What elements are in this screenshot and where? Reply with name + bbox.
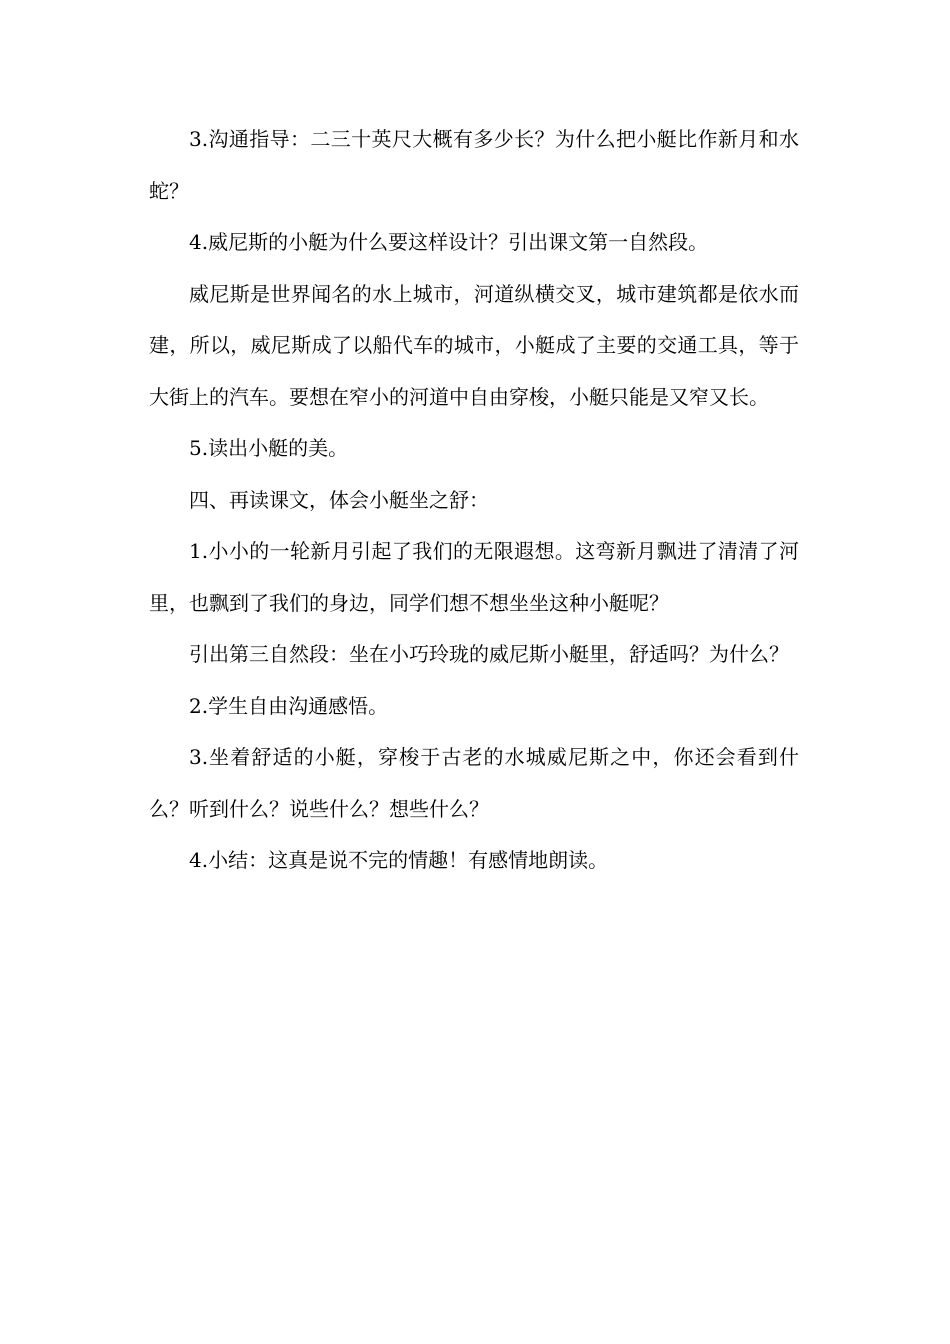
paragraph-read-beauty: 5.读出小艇的美。 — [189, 436, 349, 460]
section-heading-four: 四、再读课文，体会小艇坐之舒： — [189, 487, 489, 512]
paragraph-guidance-question: 3.沟通指导：二三十英尺大概有多少长？为什么把小艇比作新月和水蛇？ — [149, 127, 799, 203]
document-body — [149, 114, 799, 887]
paragraph-third-section: 引出第三自然段：坐在小巧玲珑的威尼斯小艇里，舒适吗？为什么？ — [189, 642, 789, 666]
paragraph-design-question: 4.威尼斯的小艇为什么要这样设计？引出课文第一自然段。 — [189, 230, 709, 254]
paragraph-summary: 4.小结：这真是说不完的情趣！有感情地朗读。 — [189, 848, 609, 872]
paragraph-new-moon: 1.小小的一轮新月引起了我们的无限遐想。这弯新月飘进了清清了河里，也飘到了我们的身边，同学们想不想坐坐这种小艇呢？ — [149, 539, 799, 615]
paragraph-imagination: 3.坐着舒适的小艇，穿梭于古老的水城威尼斯之中，你还会看到什么？听到什么？说些什么？想些什么？ — [149, 745, 799, 821]
paragraph-student-discussion: 2.学生自由沟通感悟。 — [189, 693, 389, 718]
paragraph-venice-description: 威尼斯是世界闻名的水上城市，河道纵横交叉，城市建筑都是依水而建，所以，威尼斯成了以船代车的城市，小艇成了主要的交通工具，等于大街上的汽车。要想在窄小的河道中自由穿梭，小艇只能是又窄又长。 — [149, 281, 799, 409]
